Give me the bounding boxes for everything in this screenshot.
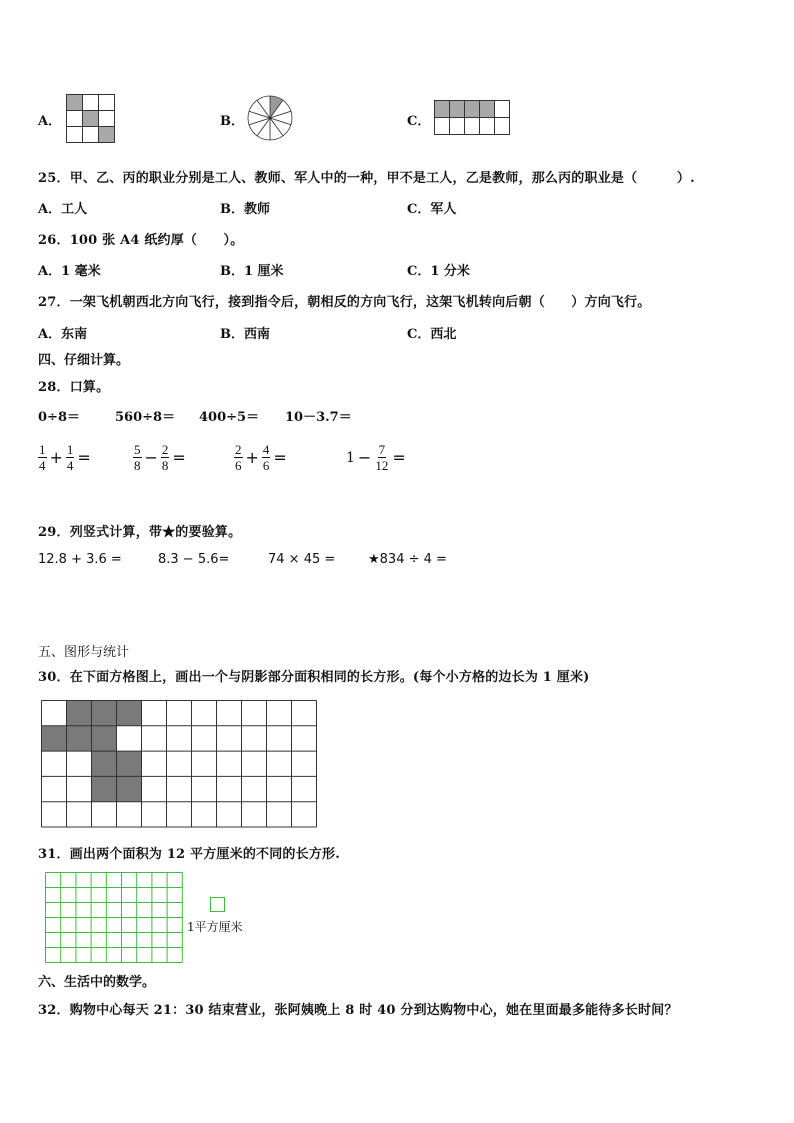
q28-fraction-expr-3 [234,442,287,473]
q25-option-b: B．教师 [220,202,270,217]
equals: = [392,448,406,467]
q31-green-grid[interactable] [45,872,185,964]
q29-item-3: 74 × 45 = [268,552,336,567]
fraction [262,442,271,473]
q24-option-a-label: A． [38,114,62,129]
q27-text: 27．一架飞机朝西北方向飞行，接到指令后，朝相反的方向飞行，这架飞机转向后朝（ ）方向飞行。 [38,295,651,310]
operator: − [144,448,158,467]
q28-text: 28．口算。 [38,380,110,395]
q29-item-2: 8.3 − 5.6= [158,552,230,567]
numerator: 2 [235,442,242,457]
q24-option-b-circle-figure [246,94,294,142]
equals: = [77,448,91,467]
denominator: 4 [39,458,46,473]
q28-calc-3: 400÷5＝ [199,410,260,425]
fraction [133,442,142,473]
numerator: 1 [39,442,46,457]
numerator: 7 [378,442,386,457]
equals: = [172,448,186,467]
q26-text: 26．100 张 A4 纸约厚（ ）。 [38,233,244,248]
q32-text: 32．购物中心每天 21：30 结束营业，张阿姨晚上 8 时 40 分到达购物中心，她在里面最多能待多长时间？ [38,1003,678,1018]
q24-option-c-label: C． [407,114,431,129]
q28-fraction-expr-4 [346,442,406,473]
q25-option-c: C．军人 [407,202,457,217]
q28-calc-2: 560÷8＝ [115,410,176,425]
denominator: 8 [134,458,141,473]
shaded-cell [92,751,117,776]
operator: − [357,448,372,467]
q26-option-c: C．1 分米 [407,264,470,279]
fraction [66,442,75,473]
shaded-cell [92,776,117,801]
numerator: 2 [161,442,169,457]
fraction [374,442,389,473]
equals: = [273,448,287,467]
q30-text: 30．在下面方格图上，画出一个与阴影部分面积相同的长方形。(每个小方格的边长为 1 厘米) [38,670,590,685]
q27-option-a: A．东南 [38,327,88,342]
q27-option-c: C．西北 [407,327,457,342]
q27-option-b: B．西南 [220,327,270,342]
fraction [161,442,170,473]
shaded-cell [117,776,142,801]
numerator: 1 [66,442,74,457]
operator: + [245,448,259,467]
unit-square-label: 1平方厘米 [187,920,243,934]
q29-text: 29．列竖式计算，带★的要验算。 [38,525,242,540]
shaded-cell [92,726,117,751]
fraction [234,442,243,473]
q28-fraction-expr-1 [38,442,91,473]
denominator: 8 [161,458,169,473]
section-5-heading: 五、图形与统计 [38,645,130,660]
unit-square-icon [210,897,226,913]
fraction [38,442,47,473]
q26-option-a: A．1 毫米 [38,264,101,279]
q24-option-c-rect-figure [434,100,512,136]
q24-option-a-grid-figure [66,94,116,143]
denominator: 6 [262,458,270,473]
q24-option-b-label: B． [220,114,244,129]
numerator: 5 [134,442,141,457]
q28-fraction-expr-2 [133,442,186,473]
q28-calc-4: 10－3.7＝ [285,410,352,425]
section-6-heading: 六、生活中的数学。 [38,975,156,990]
shaded-cell [117,701,142,726]
whole-number: 1 [346,449,355,466]
shaded-cell [67,701,92,726]
q25-text: 25．甲、乙、丙的职业分别是工人、教师、军人中的一种，甲不是工人，乙是教师，那么丙的职业是（ ）. [38,171,695,186]
q28-calc-1: 0÷8＝ [38,410,80,425]
denominator: 6 [235,458,242,473]
operator: + [49,448,63,467]
q31-text: 31．画出两个面积为 12 平方厘米的不同的长方形. [38,847,340,862]
shaded-cell [92,701,117,726]
shaded-cell [117,751,142,776]
q29-item-4: ★834 ÷ 4 = [368,552,447,567]
q26-option-b: B．1 厘米 [220,264,284,279]
shaded-cell [67,726,92,751]
q30-square-grid[interactable] [41,700,317,828]
denominator: 12 [375,458,389,473]
denominator: 4 [66,458,74,473]
numerator: 4 [262,442,270,457]
q29-item-1: 12.8 + 3.6 = [38,552,122,567]
q25-option-a: A．工人 [38,202,88,217]
section-4-heading: 四、仔细计算。 [38,353,130,368]
shaded-cell [42,726,67,751]
